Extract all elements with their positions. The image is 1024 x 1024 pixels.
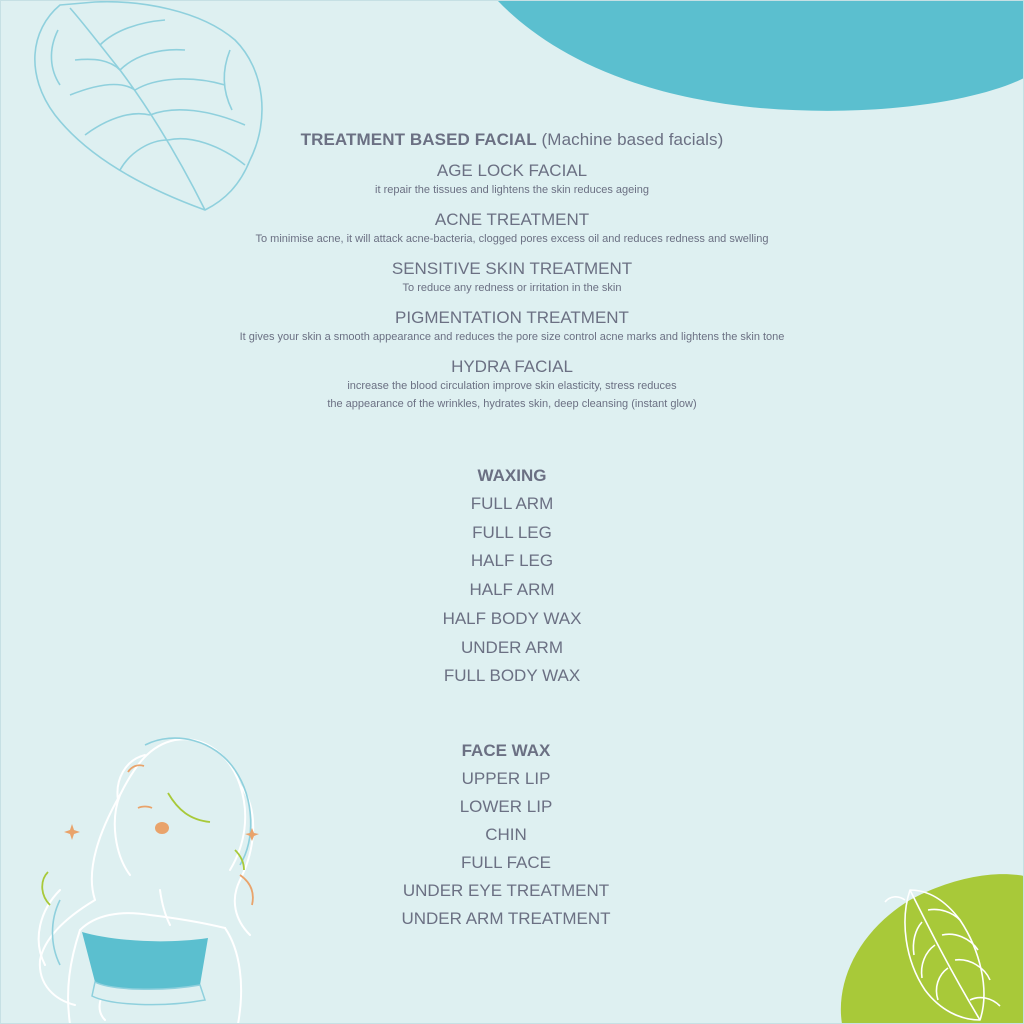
face-wax-item: LOWER LIP xyxy=(459,797,553,816)
waxing-item: HALF BODY WAX xyxy=(442,608,582,628)
treatment-title: AGE LOCK FACIAL xyxy=(436,161,588,180)
treatment-item xyxy=(0,210,1024,248)
treatment-description: To minimise acne, it will attack acne-bacteria, clogged pores excess oil and reduces redness and swelling xyxy=(255,233,769,245)
face-wax-item: FULL FACE xyxy=(460,853,552,872)
waxing-section xyxy=(0,462,1024,691)
treatment-description: increase the blood circulation improve skin elasticity, stress reduces xyxy=(347,380,677,392)
face-wax-section xyxy=(0,737,1018,933)
face-wax-heading: FACE WAX xyxy=(461,741,551,760)
treatment-title: SENSITIVE SKIN TREATMENT xyxy=(391,259,633,278)
face-wax-item: UPPER LIP xyxy=(461,769,551,788)
waxing-item: HALF ARM xyxy=(469,580,555,600)
face-wax-item: UNDER ARM TREATMENT xyxy=(401,909,611,928)
facial-heading xyxy=(0,130,1024,150)
treatment-description: it repair the tissues and lightens the skin reduces ageing xyxy=(375,184,649,196)
waxing-heading: WAXING xyxy=(477,466,547,485)
facial-section xyxy=(0,130,1024,413)
treatment-item xyxy=(0,308,1024,346)
waxing-item: FULL LEG xyxy=(472,522,552,542)
treatment-item xyxy=(0,161,1024,199)
waxing-item: FULL BODY WAX xyxy=(443,666,581,686)
treatment-item xyxy=(0,357,1024,413)
treatment-description: To reduce any redness or irritation in the skin xyxy=(402,282,622,294)
treatment-item xyxy=(0,259,1024,297)
treatment-title: PIGMENTATION TREATMENT xyxy=(395,308,629,327)
treatment-title: ACNE TREATMENT xyxy=(434,210,590,229)
treatment-description: the appearance of the wrinkles, hydrates skin, deep cleansing (instant glow) xyxy=(327,398,697,410)
face-wax-item: CHIN xyxy=(485,825,527,844)
face-wax-item: UNDER EYE TREATMENT xyxy=(402,881,610,900)
treatment-title: HYDRA FACIAL xyxy=(451,357,573,376)
waxing-item: HALF LEG xyxy=(470,551,554,571)
facial-heading-subtitle: (Machine based facials) xyxy=(541,130,724,149)
waxing-item: UNDER ARM xyxy=(460,637,563,657)
waxing-item: FULL ARM xyxy=(470,494,554,513)
facial-heading-title: TREATMENT BASED FACIAL xyxy=(300,130,537,149)
treatment-description: It gives your skin a smooth appearance and reduces the pore size control acne marks and lightens the skin tone xyxy=(239,331,785,343)
